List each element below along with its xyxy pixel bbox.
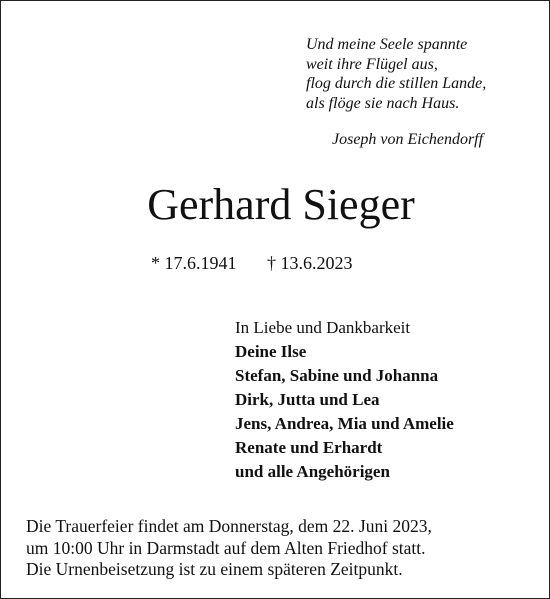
notice-line: Die Urnenbeisetzung ist zu einem späteren Zeitpunkt. <box>26 559 403 579</box>
family-member: Jens, Andrea, Mia und Amelie <box>235 414 454 433</box>
birth-date: * 17.6.1941 <box>151 253 237 273</box>
notice-line: um 10:00 Uhr in Darmstadt auf dem Alten Friedhof statt. <box>26 537 426 558</box>
notice-line: Die Trauerfeier findet am Donnerstag, dem 22. Juni 2023, <box>26 516 432 536</box>
family-member: Renate und Erhardt <box>235 438 383 457</box>
poem <box>306 35 486 113</box>
deceased-name: Gerhard Sieger <box>147 180 415 229</box>
poem-line: Und meine Seele spannte <box>306 36 468 53</box>
family-member: Stefan, Sabine und Johanna <box>235 366 439 385</box>
life-dates <box>151 253 353 274</box>
family-member: und alle Angehörigen <box>235 462 390 481</box>
poem-line: weit ihre Flügel aus, <box>306 55 438 73</box>
death-date: † 13.6.2023 <box>267 253 353 273</box>
funeral-notice <box>26 516 432 581</box>
poem-line: flog durch die stillen Lande, <box>306 75 487 92</box>
family-signature <box>235 316 454 484</box>
family-member: Dirk, Jutta und Lea <box>235 390 380 409</box>
family-intro: In Liebe und Dankbarkeit <box>235 318 411 337</box>
family-member: Deine Ilse <box>235 342 307 361</box>
poem-line: als flöge sie nach Haus. <box>306 94 460 112</box>
poem-author: Joseph von Eichendorff <box>332 131 484 148</box>
